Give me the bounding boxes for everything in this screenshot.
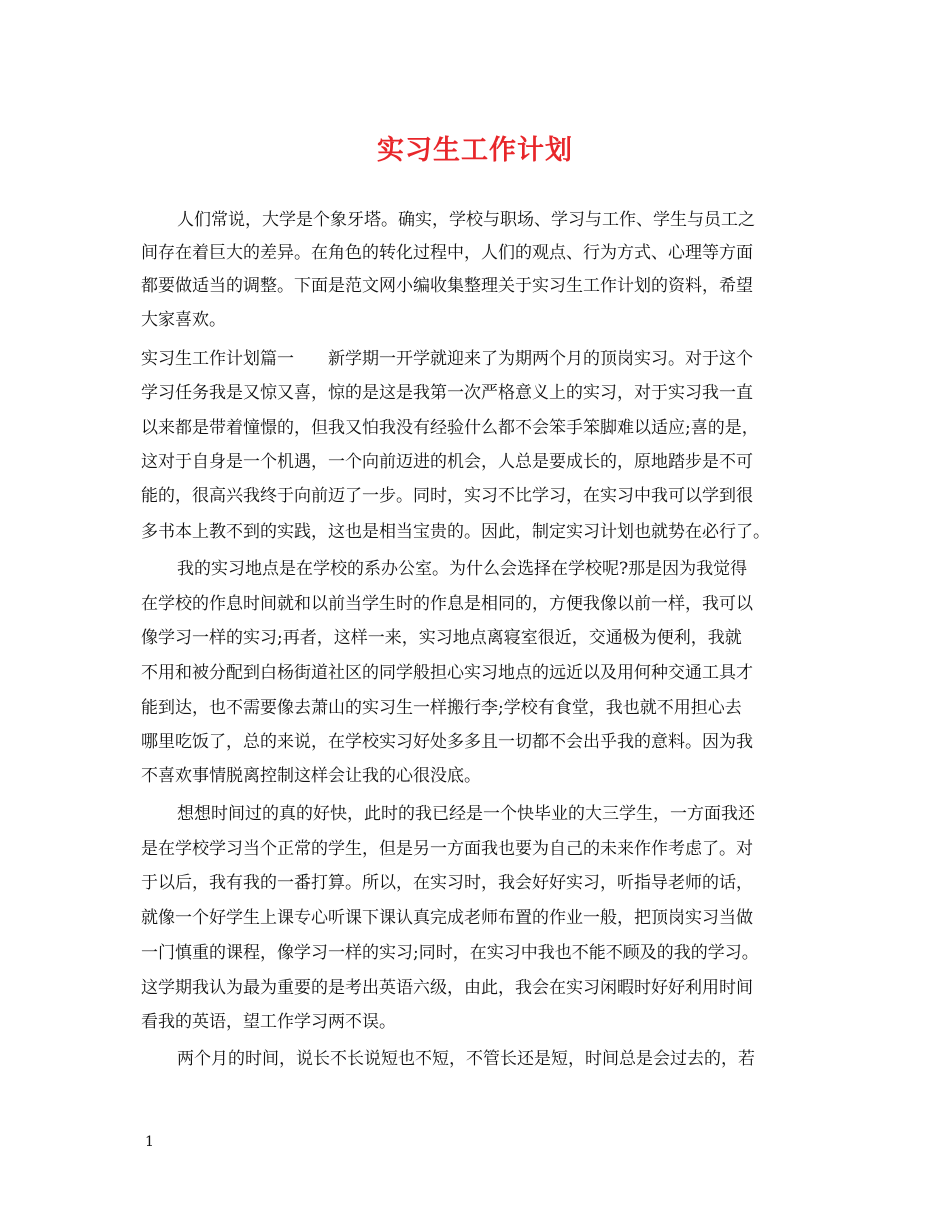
body-line: 学习任务我是又惊又喜，惊的是这是我第一次严格意义上的实习，对于实习我一直 xyxy=(141,383,753,403)
body-line: 于以后，我有我的一番打算。所以，在实习时，我会好好实习，听指导老师的话， xyxy=(141,873,753,893)
body-line: 我的实习地点是在学校的系办公室。为什么会选择在学校呢?那是因为我觉得 xyxy=(177,559,748,579)
body-line: 能到达，也不需要像去萧山的实习生一样搬行李;学校有食堂，我也就不用担心去 xyxy=(141,698,742,718)
body-line: 是在学校学习当个正常的学生，但是另一方面我也要为自己的未来作作考虑了。对 xyxy=(141,839,753,859)
body-line: 多书本上教不到的实践，这也是相当宝贵的。因此，制定实习计划也就势在必行了。 xyxy=(141,522,770,542)
body-line: 不用和被分配到白杨街道社区的同学般担心实习地点的远近以及用何种交通工具才 xyxy=(141,663,753,683)
body-line: 这学期我认为最为重要的是考出英语六级，由此，我会在实习闲暇时好好利用时间 xyxy=(141,978,753,998)
body-line: 以来都是带着憧憬的，但我又怕我没有经验什么都不会笨手笨脚难以适应;喜的是， xyxy=(141,418,759,438)
body-line: 能的，很高兴我终于向前迈了一步。同时，实习不比学习，在实习中我可以学到很 xyxy=(141,486,753,506)
body-line: 哪里吃饭了，总的来说，在学校实习好处多多且一切都不会出乎我的意料。因为我 xyxy=(141,732,753,752)
body-line: 都要做适当的调整。下面是范文网小编收集整理关于实习生工作计划的资料，希望 xyxy=(141,276,753,296)
body-line: 在学校的作息时间就和以前当学生时的作息是相同的，方便我像以前一样，我可以 xyxy=(141,594,753,614)
body-line: 一门慎重的课程，像学习一样的实习;同时，在实习中我也不能不顾及的我的学习。 xyxy=(141,943,759,963)
body-line: 这对于自身是一个机遇，一个向前迈进的机会，人总是要成长的，原地踏步是不可 xyxy=(141,452,753,472)
body-line: 实习生工作计划篇一 新学期一开学就迎来了为期两个月的顶岗实习。对于这个 xyxy=(141,349,753,369)
body-line: 间存在着巨大的差异。在角色的转化过程中，人们的观点、行为方式、心理等方面 xyxy=(141,243,753,263)
body-line: 不喜欢事情脱离控制这样会让我的心很没底。 xyxy=(141,766,481,786)
body-line: 看我的英语，望工作学习两不误。 xyxy=(141,1012,396,1032)
body-line: 像学习一样的实习;再者，这样一来，实习地点离寝室很近，交通极为便利，我就 xyxy=(141,628,742,648)
body-line: 想想时间过的真的好快，此时的我已经是一个快毕业的大三学生，一方面我还 xyxy=(177,804,755,824)
body-line: 大家喜欢。 xyxy=(141,310,226,330)
document-title: 实习生工作计划 xyxy=(377,135,573,166)
page-number: 1 xyxy=(145,1134,154,1150)
body-line: 人们常说，大学是个象牙塔。确实，学校与职场、学习与工作、学生与员工之 xyxy=(177,210,755,230)
body-line: 两个月的时间，说长不长说短也不短，不管长还是短，时间总是会过去的，若 xyxy=(177,1049,755,1069)
body-line: 就像一个好学生上课专心听课下课认真完成老师布置的作业一般，把顶岗实习当做 xyxy=(141,908,753,928)
